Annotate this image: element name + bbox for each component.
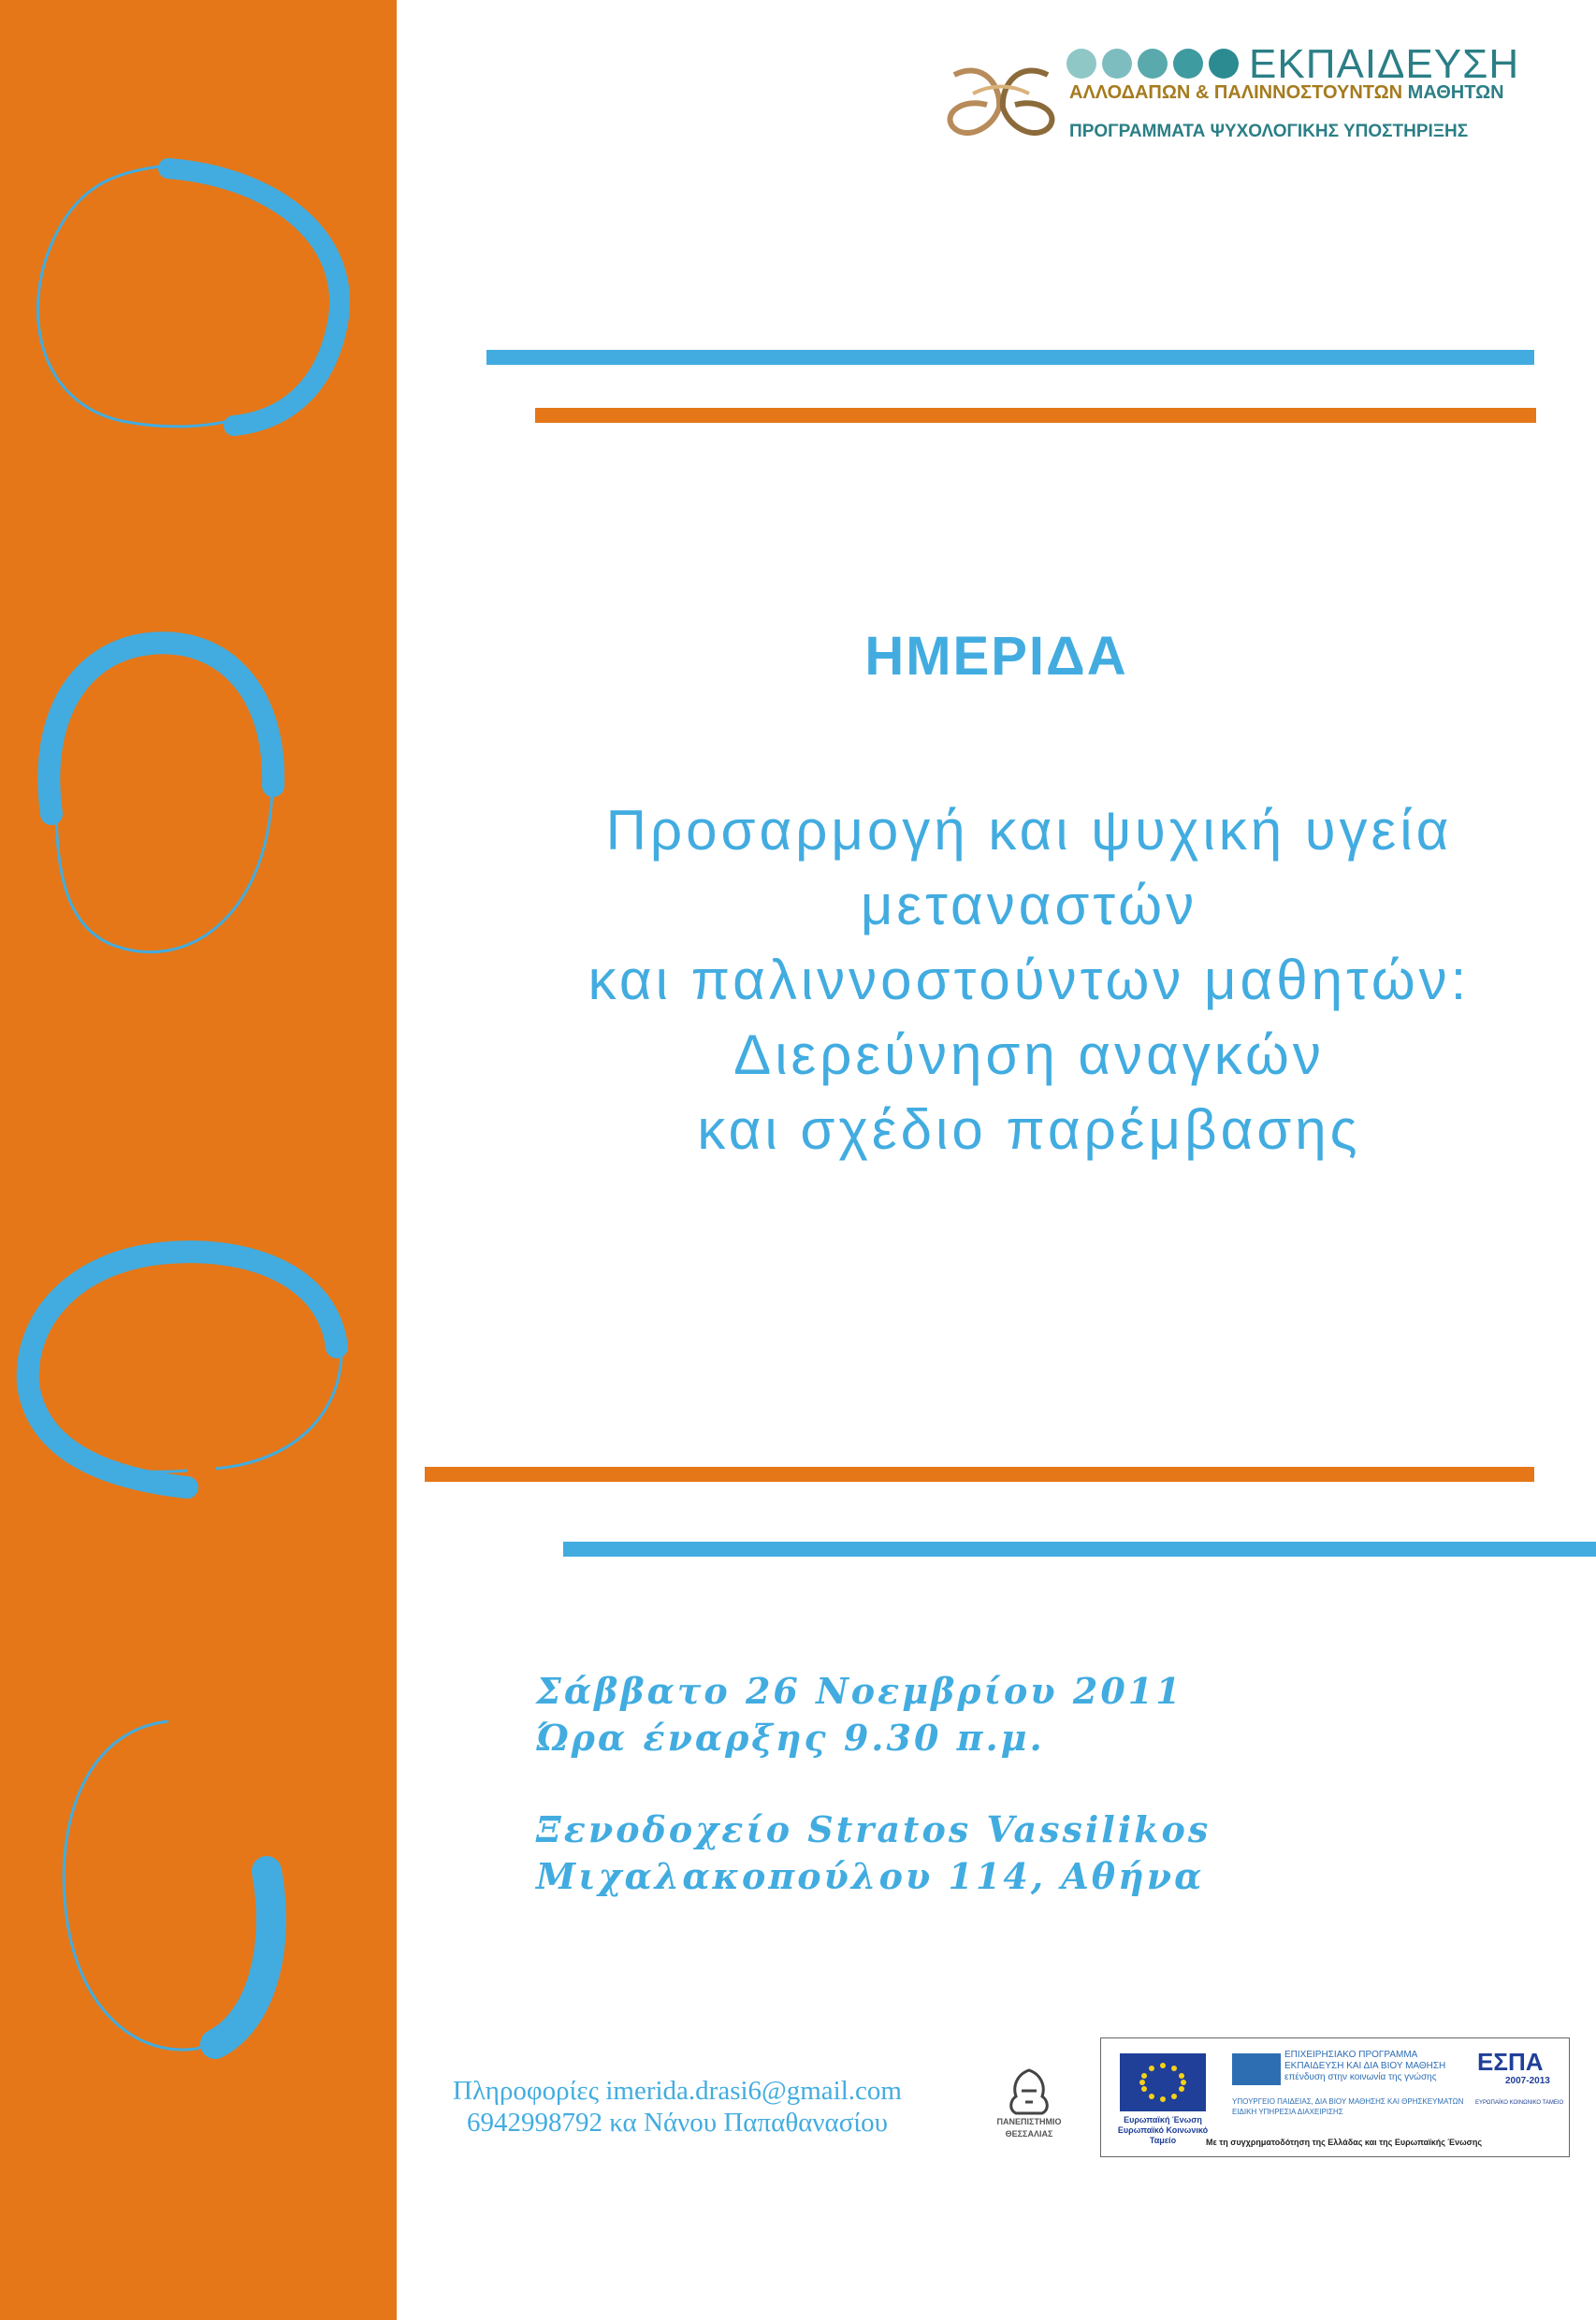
decor-circle-1-thick <box>168 168 340 426</box>
sponsors-box <box>1100 2037 1570 2157</box>
logo-dots <box>1066 49 1239 79</box>
event-date: Σάββατο 26 Νοεμβρίου 2011 <box>536 1670 1183 1712</box>
espa-logo-title: ΕΣΠΑ <box>1477 2048 1544 2076</box>
eu-flag-icon <box>1120 2053 1206 2111</box>
logo-dot <box>1102 49 1132 79</box>
logo-dot <box>1209 49 1239 79</box>
event-address: Μιχαλακοπούλου 114, Αθήνα <box>536 1855 1205 1897</box>
logo-program-line: ΠΡΟΓΡΑΜΜΑΤΑ ΨΥΧΟΛΟΓΙΚΗΣ ΥΠΟΣΤΗΡΙΞΗΣ <box>1069 122 1469 141</box>
university-line: ΠΑΝΕΠΙΣΤΗΜΙΟ <box>996 2117 1062 2126</box>
logo-subtitle <box>1069 82 1504 104</box>
university-line: ΘΕΣΣΑΛΙΑΣ <box>1005 2129 1053 2139</box>
university-emblem-icon <box>982 2053 1076 2156</box>
event-subject <box>524 793 1534 1167</box>
side-band <box>0 0 397 2320</box>
logo-dot <box>1138 49 1168 79</box>
butterfly-logo-icon <box>936 56 1066 159</box>
event-heading: ΗΜΕΡΙΔΑ <box>864 626 1128 687</box>
university-label <box>973 2116 1085 2140</box>
logo-dot <box>1066 49 1096 79</box>
decor-circle-4-thick <box>215 1871 271 2044</box>
education-program-text <box>1284 2050 1445 2083</box>
logo-title: ΕΚΠΑΙΔΕΥΣΗ <box>1249 41 1520 87</box>
event-time: Ώρα έναρξης 9.30 π.μ. <box>536 1717 1045 1759</box>
event-subject-line: και παλιννοστούντων μαθητών: <box>588 949 1471 1011</box>
ministry-line: ΥΠΟΥΡΓΕΙΟ ΠΑΙΔΕΙΑΣ, ΔΙΑ ΒΙΟΥ ΜΑΘΗΣΗΣ ΚΑΙ ΘΡΗΣΚΕΥΜΑΤΩΝ <box>1232 2097 1464 2106</box>
logo-dot <box>1173 49 1203 79</box>
decor-circle-3-thick <box>28 1252 337 1487</box>
eu-label <box>1109 2115 1217 2146</box>
ministry-line: ΕΙΔΙΚΗ ΥΠΗΡΕΣΙΑ ΔΙΑΧΕΙΡΙΣΗΣ <box>1232 2108 1343 2116</box>
edu-line: επένδυση στην κοινωνία της γνώσης <box>1284 2072 1437 2082</box>
espa-years: 2007-2013 <box>1505 2076 1550 2086</box>
event-details <box>536 1668 1211 1900</box>
ministry-text <box>1232 2096 1463 2117</box>
bottom-bar-orange <box>425 1467 1534 1482</box>
event-subject-line: και σχέδιο παρέμβασης <box>697 1098 1361 1161</box>
event-subject-line: μεταναστών <box>860 874 1198 936</box>
contact-email-line: Πληροφορίες imerida.drasi6@gmail.com <box>453 2076 902 2106</box>
contact-info <box>397 2075 958 2139</box>
logo-subtitle-main: ΑΛΛΟΔΑΠΩΝ & ΠΑΛΙΝΝΟΣΤΟΥΝΤΩΝ <box>1069 82 1403 103</box>
event-subject-line: Διερεύνηση αναγκών <box>733 1023 1325 1086</box>
decor-circle-2-thick <box>49 643 273 814</box>
top-bar-orange <box>535 408 1536 423</box>
edu-line: ΕΚΠΑΙΔΕΥΣΗ ΚΑΙ ΔΙΑ ΒΙΟΥ ΜΑΘΗΣΗ <box>1284 2061 1446 2071</box>
decorative-circles <box>0 0 397 2320</box>
event-subject-line: Προσαρμογή και ψυχική υγεία <box>605 799 1453 862</box>
edu-line: ΕΠΙΧΕΙΡΗΣΙΑΚΟ ΠΡΟΓΡΑΜΜΑ <box>1284 2050 1418 2060</box>
cofunding-note: Με τη συγχρηματοδότηση της Ελλάδας και της Ευρωπαϊκής Ένωσης <box>1206 2138 1483 2147</box>
logo-subtitle-accent: ΜΑΘΗΤΩΝ <box>1407 82 1504 103</box>
espa-caption: ΕΥΡΩΠΑΪΚΟ ΚΟΙΝΩΝΙΚΟ ΤΑΜΕΙΟ <box>1475 2100 1564 2106</box>
contact-phone-line: 6942998792 κα Νάνου Παπαθανασίου <box>466 2108 889 2138</box>
education-program-icon <box>1232 2053 1281 2085</box>
eu-label-line: Ευρωπαϊκή Ένωση <box>1124 2115 1202 2124</box>
event-venue: Ξενοδοχείο Stratos Vassilikos <box>536 1808 1212 1850</box>
bottom-bar-blue <box>563 1542 1596 1557</box>
top-bar-blue <box>486 350 1534 365</box>
eu-label-line: Ευρωπαϊκό Κοινωνικό Ταμείο <box>1117 2125 1209 2145</box>
